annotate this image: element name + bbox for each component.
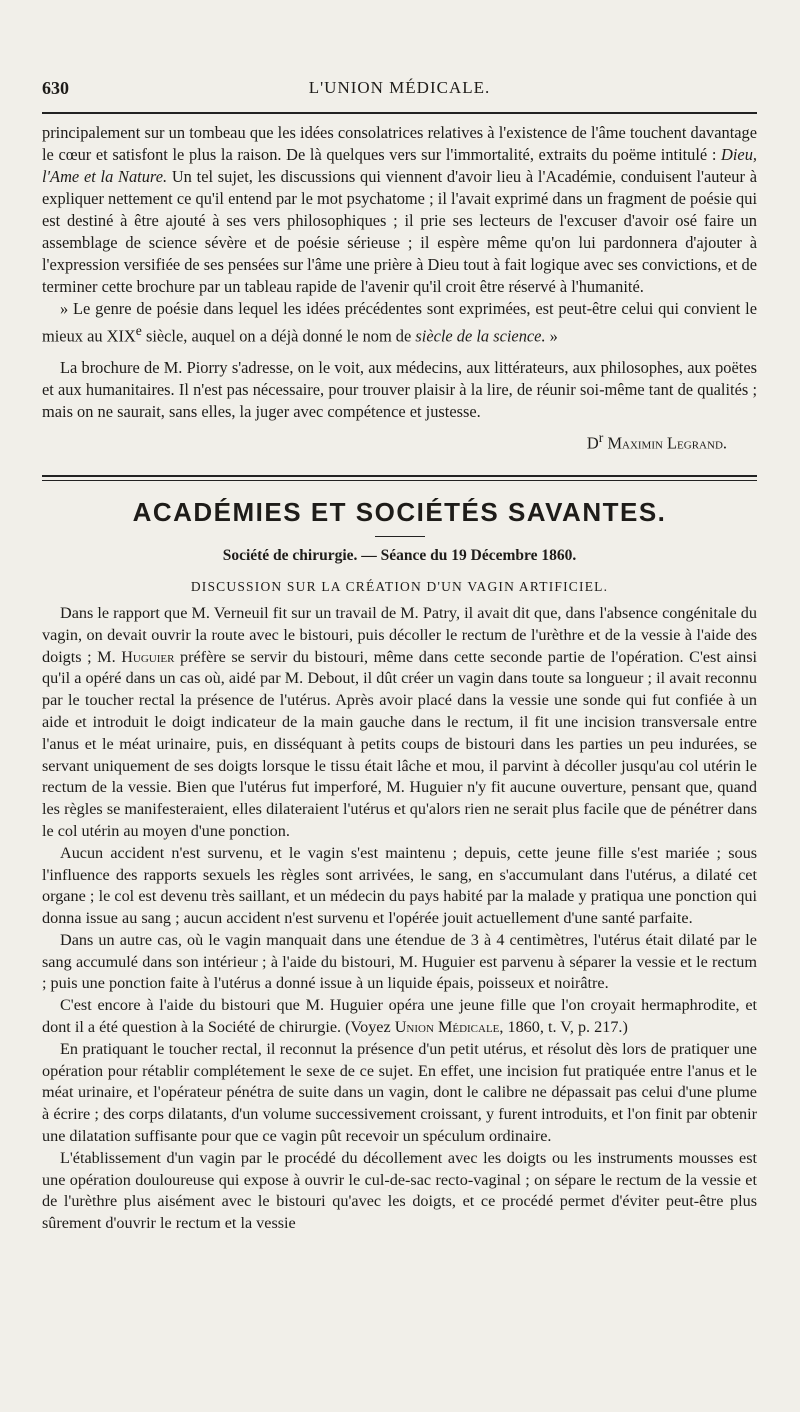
journal-page bbox=[0, 70, 800, 1412]
signature bbox=[42, 427, 757, 454]
article-body bbox=[42, 603, 757, 1235]
signature-name: Maximin Legrand. bbox=[607, 433, 727, 453]
article-paragraph-6: L'établissement d'un vagin par le procédé du décollement avec les doigts ou les instruments mousses est une opération douloureuse qui expose à ouvrir le cul-de-sac recto-vaginal ; on sépare le rectum de la vessie et de l'urèthre plus aisément avec le bistouri qu'avec les doigts, et ce procédé permet d'éviter peut-être plus sûrement d'ouvrir le rectum et la vessie bbox=[42, 1148, 757, 1233]
article-text: Dans le rapport que M. Verneuil fit sur un travail de M. Patry, il avait dit que, dans l'absence congénitale du vagin, on devait ouvrir la route avec le bistouri, puis décoller le rectum de l'urèthre et de la vessie à l'aide des doigts ; M. bbox=[42, 603, 757, 666]
article-paragraph-3: Dans un autre cas, où le vagin manquait dans une étendue de 3 à 4 centimètres, l'utérus était dilaté par le sang accumulé dans son intérieur ; à l'aide du bistouri, M. Huguier est parvenu à séparer la vessie et le rectum ; puis une ponction faite à l'utérus a donné issue à un liquide épais, poisseux et noirâtre. bbox=[42, 930, 757, 993]
review-paragraph-3: La brochure de M. Piorry s'adresse, on le voit, aux médecins, aux littérateurs, aux philosophes, aux poëtes et aux humanitaires. Il n'est pas nécessaire, pour trouver plaisir à la lire, de réunir soi-même tant de qualités ; mais on ne saurait, sans elles, la juger avec compétence et justesse. bbox=[42, 358, 757, 422]
article-paragraph-1 bbox=[42, 603, 757, 843]
title-underline bbox=[375, 536, 425, 537]
article-paragraph-5: En pratiquant le toucher rectal, il reconnut la présence d'un petit utérus, et résolut dès lors de pratiquer une opération pour rétablir complétement le sexe de ce sujet. En effet, une incision fut pratiquée entre l'anus et le méat urinaire, et l'opérateur pénétra de suite dans un vagin, dont le calibre ne dépassait pas celui d'une plume à écrire ; des corps dilatants, d'un volume successivement croissant, y furent introduits, et l'on finit par obtenir une dilatation suffisante pour que ce vagin pût recevoir un spéculum ordinaire. bbox=[42, 1039, 757, 1146]
review-text: principalement sur un tombeau que les idées consolatrices relatives à l'existence de l'âme touchent davantage le cœur et satisfont le plus la raison. De là quelques vers sur l'immortalité, extraits du poëme intitulé : bbox=[42, 123, 757, 164]
century-name: siècle de la science. bbox=[415, 326, 546, 346]
running-head bbox=[42, 70, 757, 110]
century-superscript: e bbox=[135, 323, 142, 338]
review-paragraph-2 bbox=[42, 298, 757, 347]
article-text: , 1860, t. V, p. 217.) bbox=[499, 1018, 628, 1037]
discussion-subheading: DISCUSSION SUR LA CRÉATION D'UN VAGIN ARTIFICIEL. bbox=[190, 578, 609, 594]
article-paragraph-4 bbox=[42, 995, 757, 1039]
signature-prefix: D bbox=[586, 433, 599, 453]
article-text: préfère se servir du bistouri, même dans cette seconde partie de l'opération. C'est ainsi qu'il a opéré dans un cas où, aidé par M. Debout, il dût créer un vagin dans toute sa longueur ; il avait reconnu par le toucher rectal la présence de l'utérus. Après avoir placé dans la vessie une sonde qui fut confiée à un aide et introduit le doigt indicateur de la main gauche dans le rectum, il fit une incision transversale entre l'anus et le méat urinaire, puis, en disséquant à petits coups de bistouri dans les parties un peu indurées, se servant uniquement de ses doigts lorsque le tissu était lâche et mou, il parvint à décoller jusqu'au col utérin le rectum de la vessie. Bien que l'utérus fut imperforé, M. Huguier n'y fit aucune ouverture, pensant que, quand les règles se manifesteraient, elles dilateraient l'utérus et qu'alors rien ne serait plus facile que de pénétrer dans le col utérin au moyen d'une ponction. bbox=[42, 647, 757, 840]
closing-quote: » bbox=[545, 326, 558, 346]
section-divider bbox=[42, 475, 757, 481]
review-text: Un tel sujet, les discussions qui viennent d'avoir lieu à l'Académie, conduisent l'auteur à expliquer nettement ce qu'il entend par le mot psychatome ; il l'avait exprimé dans un fragment de poésie qui est destiné à être ajouté à ses vers philosophiques ; il prie ses lecteurs de l'excuser d'avoir osé faire un assemblage de science sévère et de poésie sérieuse ; il espère même qu'on lui pardonnera d'ajouter à l'expression versifiée de ses pensées sur l'âme une prière à Dieu tout à fait logique avec ses convictions, et de terminer cette brochure par un tableau rapide de l'avenir qu'il croit être réservé à l'humanité. bbox=[42, 167, 758, 296]
review-text: » Le genre de poésie dans lequel les idées précédentes sont exprimées, est peut-être celui qui convient le mieux au bbox=[42, 299, 757, 346]
review-text: siècle, auquel on a déjà donné le nom de bbox=[141, 326, 416, 346]
century-numeral: XIX bbox=[106, 326, 136, 346]
review-paragraph-1 bbox=[42, 122, 757, 298]
surgeon-name: Huguier bbox=[121, 647, 175, 666]
page-number: 630 bbox=[42, 78, 69, 98]
running-title: L'UNION MÉDICALE. bbox=[308, 78, 491, 97]
article-paragraph-2: Aucun accident n'est survenu, et le vagin s'est maintenu ; depuis, cette jeune fille s'est mariée ; sous l'influence des rapports sexuels les règles sont arrivées, le sang, en s'accumulant dans l'utérus, a dilaté cet organe ; le col est devenu très saillant, et un médecin du pays habité par la malade y pratiqua une ponction qui donna issue au sang ; aucun accident n'est survenu et l'opérée jouit actuellement d'une santé parfaite. bbox=[42, 843, 757, 928]
section-title: ACADÉMIES ET SOCIÉTÉS SAVANTES. bbox=[132, 496, 667, 527]
session-heading: Société de chirurgie. — Séance du 19 Décembre 1860. bbox=[222, 546, 577, 564]
signature-superscript: r bbox=[598, 430, 604, 446]
header-rule bbox=[42, 112, 757, 114]
article-text: C'est encore à l'aide du bistouri que M. Huguier opéra une jeune fille que l'on croyait hermaphrodite, et dont il a été question à la Société de chirurgie. (Voyez bbox=[42, 996, 757, 1037]
poem-title: Dieu, l'Ame et la Nature. bbox=[42, 145, 757, 186]
journal-reference: Union Médicale bbox=[394, 1018, 500, 1037]
